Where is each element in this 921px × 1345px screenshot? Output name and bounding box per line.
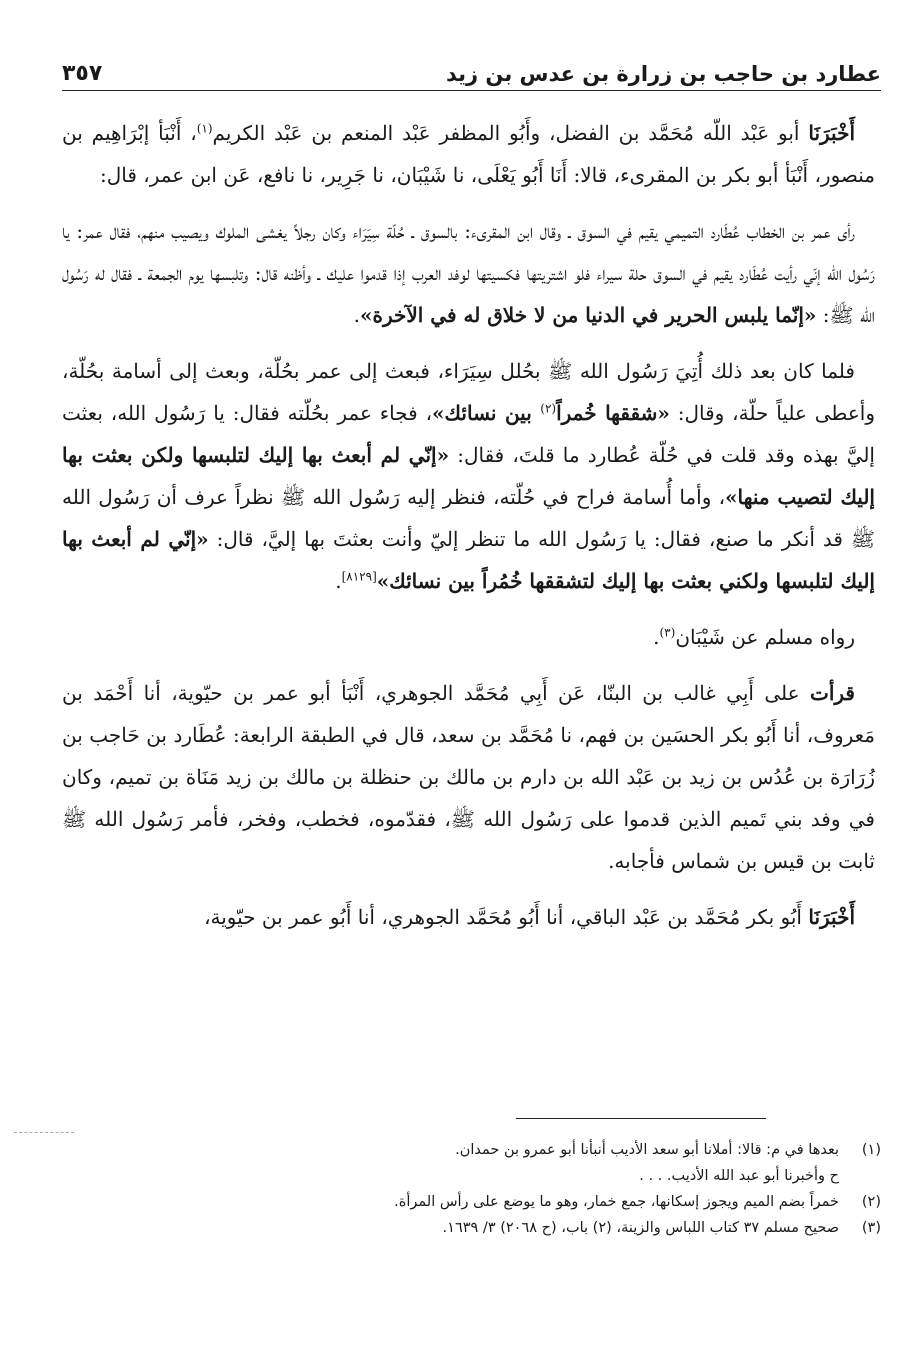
footnote-ref-3: (٣) — [659, 625, 676, 640]
hadith-text: «إنّي لم أبعث بها إليك لتلبسها ولكن بعثت بها إليك لتصيب منها» — [62, 443, 875, 509]
paragraph-6 — [62, 896, 875, 938]
paragraph-text: رواه مسلم عن شَيْبَان — [675, 625, 855, 649]
paragraph-4 — [62, 616, 875, 658]
footnote-number: (٣) — [861, 1220, 881, 1236]
paragraph-text: رأى عمر بن الخطاب عُطَارد التميمي يقيم في السوق ـ وقال ابن المقرىء: بالسوق ـ حُلّة سِيَرَاء وكان رجلاً يغشى الملوك ويصيب منهم، فقال عمر: يا رَسُول الله إنّي رأيت عُطَارد يقيم في السوق حلة سيراء فلو اشتريتها فكسيتها لوفد العرب إذا قدموا عليك ـ وأظنه قال: وتلبسها يوم الجمعة ـ فقال له رَسُول الله ﷺ: — [62, 219, 875, 327]
main-text — [62, 112, 875, 952]
footnote-number: (٢) — [861, 1194, 881, 1210]
paragraph-text: ، وأما أُسامة فراح في حُلّته، فنظر إليه رَسُول الله ﷺ نظراً عرف أن رَسُول الله ﷺ قد أنكر ما صنع، فقال: يا رَسُول الله ما تنظر إليّ وأنت بعثتَ بها إليَّ، قال: — [62, 485, 876, 551]
hadith-text: «شققها خُمراً — [556, 401, 670, 425]
footnote-ref-2: (٢) — [540, 401, 557, 416]
paragraph-text: ، أَنْبَأ إبْرَاهِيم بن منصور، أَنْبَأ أبو بكر بن المقرىء، قالا: أَنَا أَبُو يَعْلَى، نا شَيْبَان، نا جَرِير، نا نافع، عَن ابن عمر، قال: — [62, 121, 875, 187]
footnote-1-continuation: ح وأخبرنا أبو عبد الله الأديب. . . . — [639, 1168, 839, 1184]
paragraph-text: على أَبِي غالب بن البنّا، عَن أَبِي مُحَمَّد الجوهري، أَنْبَأ أبو عمر بن حيّوية، أنا أَحْمَد بن مَعروف، أنا أَبُو بكر الحسَين بن فهم، نا مُحَمَّد بن سعد، قال في الطبقة الرابعة: عُطَارد بن حَاجب بن زُرَارَة بن عُدُس بن زيد بن عَبْد الله بن دارم بن مالك بن حنظلة بن مالك بن زيد مَنَاة بن تميم، وكان في وفد بني تَميم الذين قدموا على رَسُول الله ﷺ، فقدّموه، فخطب، وفخر، فأمر رَسُول الله ﷺ ثابت بن قيس بن شماس فأجابه. — [62, 681, 875, 873]
keyword-qaraatu: قرأت — [810, 681, 855, 705]
paragraph-text: . — [353, 303, 360, 327]
footnote-divider — [516, 1118, 766, 1119]
footnote-number: (١) — [861, 1142, 881, 1158]
hadith-text: بين نسائك» — [432, 401, 541, 425]
paragraph-text: أَبُو بكر مُحَمَّد بن عَبْد الباقي، أنا أَبُو مُحَمَّد الجوهري، أنا أَبُو عمر بن حيّوية، — [204, 905, 809, 929]
paragraph-5 — [62, 672, 875, 882]
hadith-text: «إنّي لم أبعث بها إليك لتلبسها ولكني بعثت بها إليك لتشققها خُمُراً بين نسائك» — [62, 527, 875, 593]
keyword-akhbarana: أَخْبَرَنَا — [808, 905, 855, 929]
paragraph-text: ، فجاء عمر بحُلّته فقال: يا رَسُول الله، بعثت إليَّ بهذه وقد قلت في حُلّة عُطارد ما قلتَ، فقال: — [62, 401, 875, 467]
footnote-text: بعدها في م: قالا: أملانا أبو سعد الأديب أنبأنا أبو عمرو بن حمدان. — [455, 1142, 839, 1158]
paragraph-2 — [62, 210, 875, 336]
keyword-akhbarana: أَخْبَرَنَا — [808, 121, 855, 145]
hadith-number: [٨١٢٩] — [341, 569, 377, 584]
header-title: عطارد بن حاجب بن زرارة بن عدس بن زيد — [446, 62, 881, 86]
footnote-ref-1: (١) — [196, 121, 213, 136]
footnote-1 — [62, 1137, 881, 1163]
paragraph-text: . — [653, 625, 660, 649]
page-number: ٣٥٧ — [62, 61, 103, 86]
scan-mark — [14, 1132, 74, 1133]
hadith-text: «إنّما يلبس الحرير في الدنيا من لا خلاق له في الآخرة» — [359, 303, 817, 327]
paragraph-1 — [62, 112, 875, 196]
paragraph-text: فلما كان بعد ذلك أُتِيَ رَسُول الله ﷺ بحُلل سِيَرَاء، فبعث إلى عمر بحُلّة، وبعث إلى أسامة بحُلّة، وأعطى علياً حلّة، وقال: — [62, 359, 875, 425]
footnote-text: خمراً بضم الميم ويجوز إسكانها، جمع خمار، وهو ما يوضع على رأس المرأة. — [394, 1194, 839, 1210]
paragraph-3 — [62, 350, 875, 602]
footnotes — [62, 1137, 881, 1241]
paragraph-text: . — [335, 569, 342, 593]
footnote-2 — [62, 1189, 881, 1215]
paragraph-text: أبو عَبْد اللّه مُحَمَّد بن الفضل، وأَبُو المظفر عَبْد المنعم بن عَبْد الكريم — [212, 121, 809, 145]
footnote-text: صحيح مسلم ٣٧ كتاب اللباس والزينة، (٢) باب، (ح ٢٠٦٨) ٣/ ١٦٣٩. — [442, 1220, 839, 1236]
footnote-3 — [62, 1215, 881, 1241]
running-header — [62, 52, 881, 91]
